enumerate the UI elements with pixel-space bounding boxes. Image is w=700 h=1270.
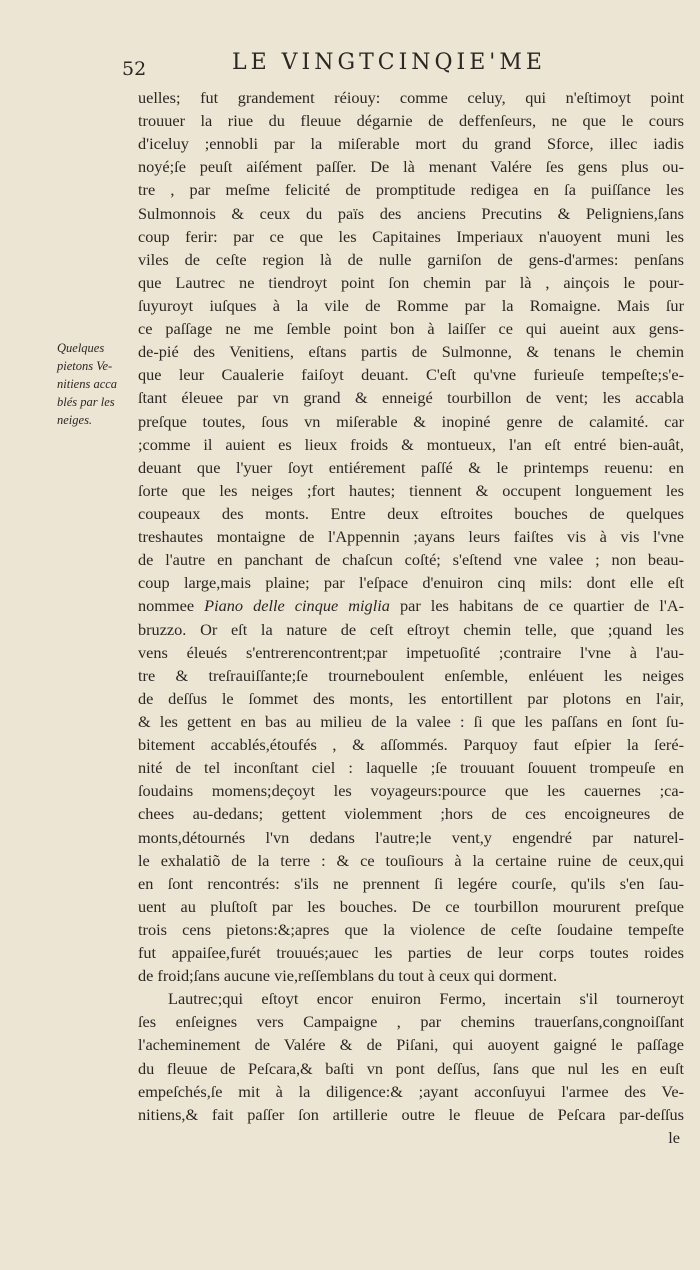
text-line: monts,détournés l'vn dedans l'autre;le vent,y engendré par naturel-	[138, 827, 684, 847]
text-line: de deſſus le ſommet des monts, les entortillent par plotons en l'air,	[138, 688, 684, 708]
text-line: d'iceluy ;ennobli par la miſerable mort du grand Sforce, illec iadis	[138, 134, 684, 154]
running-head: LE VINGTCINQIE'ME	[232, 50, 546, 75]
margin-note-line: pietons Ve-	[57, 359, 113, 373]
text-line: bitement accablés,étoufés , & aſſommés. Parquoy faut eſpier la ſeré-	[138, 735, 684, 755]
italic-place-name: Piano delle cinque miglia	[204, 596, 390, 616]
margin-note-line: neiges.	[57, 413, 93, 427]
text-line: tre & treſrauiſſante;ſe trourneboulent enſemble, enléuent les neiges	[138, 665, 684, 685]
text-line: ce paſſage ne me ſemble point bon à laiſſer ce qui aueint aux gens-	[138, 319, 684, 339]
text-line: Sulmonnois & ceux du païs des anciens Precutins & Peligniens,ſans	[138, 203, 684, 223]
text-line: que Lautrec ne tiendroyt point ſon chemin par là , ainçois le pour-	[138, 272, 684, 292]
text-line: tre , par meſme felicité de promptitude redigea en ſa puiſſance les	[138, 180, 684, 200]
text-line: nité de tel inconſtant ciel : laquelle ;ſe trouuant ſouuent trompeuſe en	[138, 758, 684, 778]
text-line: de-pié des Venitiens, eſtans partis de Sulmonne, & tenans le chemin	[138, 342, 684, 362]
text-line: de l'autre en panchant de chaſcun coſté; s'eſtend vne valee ; non beau-	[138, 550, 684, 570]
text-line: uelles; fut grandement réiouy: comme celuy, qui n'eſtimoyt point	[138, 88, 684, 107]
text-line: nommee Piano delle cinque miglia par les habitans de ce quartier de l'A-	[138, 596, 684, 616]
text-line: ſoudains momens;deçoyt les voyageurs:pource que les cauernes ;ca-	[138, 781, 684, 801]
text-line: empeſchés,ſe mit à la diligence:& ;ayant acconſuyui l'armee des Ve-	[138, 1081, 684, 1101]
text-line: nitiens,& fait paſſer ſon artillerie outre le fleuue de Peſcara par-deſſus	[138, 1104, 684, 1124]
text-line: coup large,mais plaine; par l'eſpace d'enuiron cinq mils: dont elle eſt	[138, 573, 684, 593]
text-line: le exhalatiõ de la terre : & ce touſiours à la certaine ruine de ceux,qui	[138, 850, 684, 870]
text-line: l'acheminement de Valére & de Piſani, qui auoyent gaigné le paſſage	[138, 1035, 684, 1055]
text-line: bruzzo. Or eſt la nature de ceſt eſtroyt chemin telle, que ;quand les	[138, 619, 684, 639]
text-line: ſorte que les neiges ;fort hautes; tiennent & occupent longuement les	[138, 480, 684, 500]
catchword: le	[668, 1127, 680, 1147]
margin-note-line: blés par les	[57, 395, 115, 409]
margin-note-line: Quelques	[57, 341, 105, 355]
text-line: de froid;ſans aucune vie,reſſemblans du tout à ceux qui dorment.	[138, 966, 558, 986]
margin-note-line: nitiens acca	[57, 377, 118, 391]
text-line: en ſont rencontrés: s'ils ne prennent ſi legére courſe, qu'ils s'en ſau-	[138, 873, 684, 893]
text-line: viles de ceſte region là de nulle garniſon de gens-d'armes: penſans	[138, 249, 684, 269]
text-line: ;comme il auient es lieux froids & montueux, l'an eſt entré bien-auât,	[138, 434, 684, 454]
text-line: ſes enſeignes vers Campaigne , par chemins trauerſans,congnoiſſant	[138, 1012, 684, 1032]
text-line: coupeaux des monts. Entre deux eſtroites bouches de quelques	[138, 503, 684, 523]
text-line: Lautrec;qui eſtoyt encor enuiron Fermo, incertain s'il tourneroyt	[168, 989, 684, 1009]
text-line: treshautes montaigne de l'Appennin ;ayans leurs faiſtes vis à vis l'vne	[138, 527, 684, 547]
text-line: preſque toutes, ſous vn miſerable & inopiné genre de calamité. car	[138, 411, 684, 431]
text-line: vens éleués s'entrerencontrent;par impetuoſité ;contraire l'vne à l'au-	[138, 642, 684, 662]
text-line: ſtant éleuee par vn grand & enneigé tourbillon de vent; les accabla	[138, 388, 684, 408]
body-text	[138, 86, 684, 1149]
text-line: noyé;ſe peuſt aiſément paſſer. De là menant Valére ſes gens plus ou-	[138, 157, 684, 177]
text-line: que leur Caualerie faiſoyt deuant. C'eſt qu'vne furieuſe tempeſte;s'e-	[138, 365, 684, 385]
text-line: ſuyuroyt iuſques à la vile de Romme par la Romaigne. Mais ſur	[138, 295, 684, 315]
text-line: deuant que l'yuer ſoyt entiérement paſſé & le printemps reuenu: en	[138, 457, 684, 477]
text-line: chees au-dedans; gettent violemment ;hors de ces encoigneures de	[138, 804, 684, 824]
text-line: fut appaiſee,furét trouués;auec les parties de leur corps toutes roides	[138, 943, 684, 963]
page-number: 52	[122, 58, 147, 80]
text-line: trouuer la riue du fleuue dégarnie de deffenſeurs, ne que le cours	[138, 111, 684, 131]
text-line: uent au pluſtoſt par les bouches. De ce tourbillon moururent preſque	[138, 896, 684, 916]
margin-note	[57, 339, 147, 429]
text-line: & les gettent en bas au milieu de la valee : ſi que les paſſans en ſont ſu-	[138, 711, 684, 731]
text-line: du fleuue de Peſcara,& baſti vn pont deſſus, ſans que nul les en euſt	[138, 1058, 684, 1078]
text-line: trois cens pietons:&;apres que la violence de ceſte ſoudaine tempeſte	[138, 919, 684, 939]
text-line: coup ferir: par ce que les Capitaines Imperiaux n'auoyent muni les	[138, 226, 684, 246]
